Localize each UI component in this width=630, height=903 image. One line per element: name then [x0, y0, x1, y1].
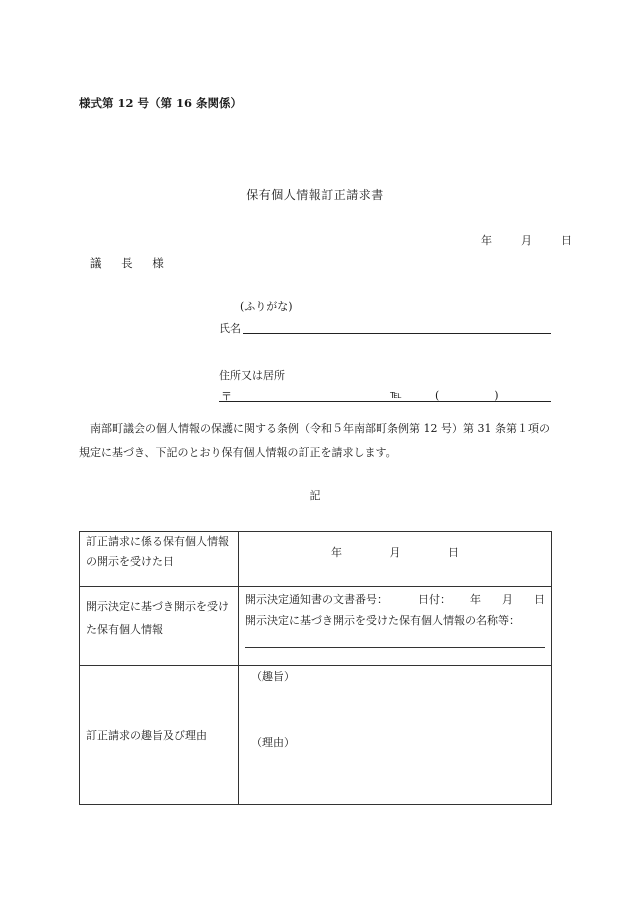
info-name-line[interactable]	[245, 633, 545, 648]
date-day-label: 日	[561, 234, 572, 247]
purpose-label: （趣旨）	[251, 670, 295, 683]
postal-mark: 〒	[221, 390, 232, 403]
addressee: 議 長 様	[90, 256, 168, 270]
tel-parentheses: ( )	[435, 389, 499, 402]
date-month-label: 月	[521, 234, 532, 247]
document-title: 保有個人情報訂正請求書	[246, 188, 384, 202]
form-number: 様式第 12 号（第 16 条関係）	[79, 96, 243, 110]
table-row	[80, 587, 552, 666]
tel-label: ℡	[390, 388, 402, 401]
info-name-label: 開示決定に基づき開示を受けた保有個人情報の名称等：	[245, 614, 520, 627]
row3-label: 訂正請求の趣旨及び理由	[80, 666, 239, 805]
furigana-label: (ふりがな)	[240, 300, 293, 313]
purpose-reason-field[interactable]	[239, 666, 552, 805]
row2-day: 日	[534, 593, 545, 606]
reason-label: （理由）	[251, 736, 295, 749]
body-text: 南部町議会の個人情報の保護に関する条例（令和５年南部町条例第 12 号）第 31 条第１項の規定に基づき、下記のとおり保有個人情報の訂正を請求します。	[79, 422, 550, 459]
row2-label: 開示決定に基づき開示を受けた保有個人情報	[80, 587, 239, 666]
doc-number-row	[245, 589, 545, 610]
table-row	[80, 532, 552, 587]
table-row	[80, 666, 552, 805]
row1-month: 月	[389, 546, 401, 559]
ki-heading: 記	[309, 489, 321, 502]
date-year-label: 年	[481, 234, 492, 247]
row2-month: 月	[502, 593, 513, 606]
doc-date-label: 日付：	[418, 593, 451, 606]
request-date	[481, 232, 572, 248]
request-table	[79, 531, 552, 805]
address-label: 住所又は居所	[219, 369, 285, 382]
row1-year: 年	[331, 546, 342, 559]
address-field[interactable]	[219, 401, 551, 402]
doc-date-group	[418, 589, 545, 610]
row1-day: 日	[448, 546, 459, 559]
row2-year: 年	[470, 593, 481, 606]
name-label: 氏名	[219, 322, 241, 335]
doc-number-label: 開示決定通知書の文書番号：	[245, 593, 388, 606]
name-field[interactable]	[243, 333, 551, 334]
disclosed-info-field[interactable]	[239, 587, 552, 666]
disclosure-date-field[interactable]	[239, 532, 552, 587]
row1-label: 訂正請求に係る保有個人情報の開示を受けた日	[80, 532, 239, 587]
